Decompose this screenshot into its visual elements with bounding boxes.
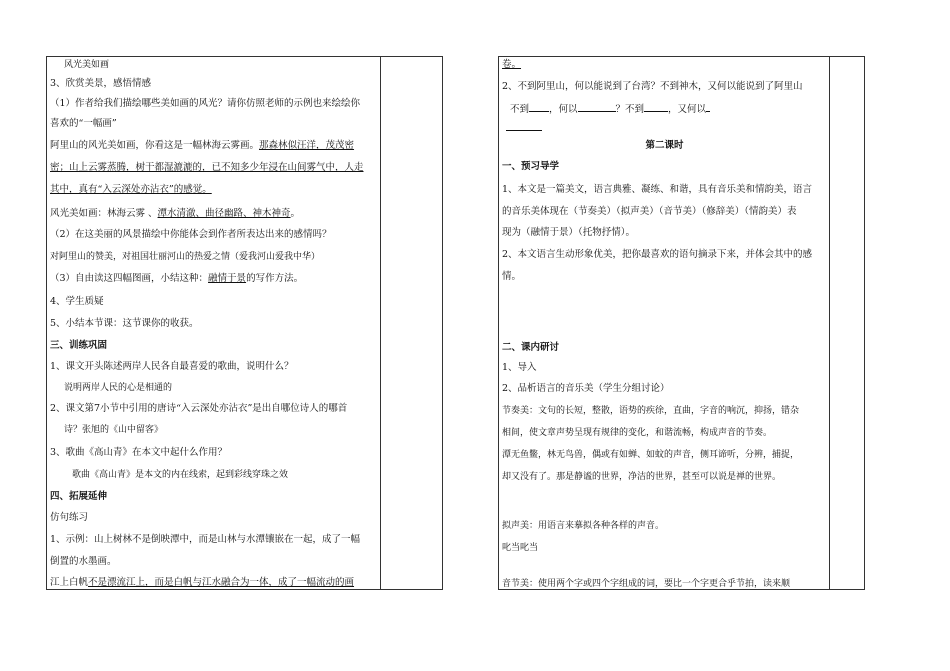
text-line: 却又没有了。那是静谧的世界，净洁的世界，甚至可以说是禅的世界。 <box>502 472 782 482</box>
text-span: 。 <box>290 208 301 219</box>
text-line: 叱当叱当 <box>502 543 539 553</box>
text-line: 风光美如画 <box>64 60 110 70</box>
underlined-line: 卷。 <box>502 59 522 70</box>
section-heading: 四、拓展延伸 <box>50 491 108 502</box>
left-page-table <box>46 56 443 590</box>
text-line: 2、品析语言的音乐美（学生分组讨论） <box>502 383 670 394</box>
text-span: 江上白帆 <box>50 577 89 588</box>
text-line <box>50 208 300 220</box>
text-line: 倒置的水墨画。 <box>50 556 117 567</box>
text-span: 阿里山的风光美如画，你看这是一幅林海云雾画。 <box>50 140 260 151</box>
text-line: 节奏美：文句的长短，整散，语势的疾徐，直曲，字音的响沉，抑扬，错杂 <box>502 406 800 416</box>
text-line <box>50 273 303 285</box>
text-line: 2、课文第7小节中引用的唐诗“入云深处亦沾衣”是出自哪位诗人的哪首 <box>50 403 348 414</box>
text-line: 潭无鱼鳖，林无鸟兽，偶或有如蝉、如蚊的声音，侧耳谛听，分辨，捕捉， <box>502 450 800 460</box>
text-line <box>50 140 354 152</box>
text-line: 4、学生质疑 <box>50 296 104 307</box>
column-divider <box>380 57 381 589</box>
text-line: 仿句练习 <box>50 512 89 523</box>
answer-line: 歌曲《高山青》是本文的内在线索，起到彩线穿珠之效 <box>72 470 289 480</box>
text-line: 1、导入 <box>502 362 537 373</box>
answer-line: 诗？张旭的《山中留客》 <box>64 425 164 435</box>
text-line: 拟声美：用语言来摹拟各种各样的声音。 <box>502 521 665 531</box>
text-line: 1、本文是一篇美文，语言典雅、凝练、和谐，具有音乐美和情韵美，语言 <box>502 184 813 195</box>
text-line: 1、示例：山上树林不是倒映潭中，而是山林与水潭镶嵌在一起，成了一幅 <box>50 534 361 545</box>
underlined-text: 潭水清澈、曲径幽路、神木神奇 <box>157 208 291 219</box>
text-line: 的音乐美体现在（节奏美）（拟声美）（音节美）（修辞美）（情韵美）表 <box>502 206 797 217</box>
underlined-text: 融情于景 <box>208 273 247 284</box>
fill-in-line <box>510 102 710 116</box>
lesson-title: 第二课时 <box>645 140 684 151</box>
section-heading: 一、预习导学 <box>502 161 560 172</box>
section-heading: 三、训练巩固 <box>50 340 108 351</box>
fill-blank <box>578 102 616 112</box>
text-line: 现为（融情于景）（托物抒情）。 <box>502 227 636 238</box>
underlined-line: 密；山上云雾蒸腾，树干都湿漉漉的，已不知多少年浸在山间雾气中，人走 <box>50 162 364 173</box>
section-heading: 二、课内研讨 <box>502 342 560 353</box>
text-line: 相间，使文章声势呈现有规律的变化，和谐流畅，构成声音的节奏。 <box>502 428 773 438</box>
text-line: 音节美：使用两个字或四个字组成的词，要比一个字更合乎节拍，读来顺 <box>502 579 791 589</box>
underlined-text: 那森林似汪洋，茂茂密 <box>259 140 355 151</box>
text-span: 的写作方法。 <box>246 273 304 284</box>
fill-blank <box>506 130 542 131</box>
fill-blank <box>706 102 710 112</box>
fill-blank <box>644 102 668 112</box>
answer-line: 说明两岸人民的心是相通的 <box>64 383 173 393</box>
text-line: 2、本文语言生动形象优美，把你最喜欢的语句摘录下来，并体会其中的感 <box>502 249 813 260</box>
column-divider <box>829 57 830 589</box>
text-span: 不到 <box>510 104 530 115</box>
text-span: ？不到 <box>615 104 645 115</box>
text-line: 对阿里山的赞美，对祖国壮丽河山的热爱之情（爱我河山爱我中华） <box>50 252 321 262</box>
underlined-line: 其中，真有“入云深处亦沾衣”的感觉。 <box>50 184 212 195</box>
text-line <box>50 577 354 589</box>
text-span: ，又何以 <box>668 104 707 115</box>
text-line: （2）在这美丽的风景描绘中你能体会到作者所表达出来的感情吗？ <box>50 229 332 240</box>
text-span: ，何以 <box>549 104 578 115</box>
text-line: 情。 <box>502 271 522 282</box>
fill-blank <box>529 102 549 112</box>
right-page-table <box>498 56 865 590</box>
text-line: （1）作者给我们描绘哪些美如画的风光？请你仿照老师的示例也来绘绘你 <box>50 98 361 109</box>
text-line: 2、不到阿里山，何以能说到了台湾？不到神木，又何以能说到了阿里山 <box>502 81 803 92</box>
text-line: 3、欣赏美景，感悟情感 <box>50 78 152 89</box>
text-line: 5、小结本节课：这节课你的收获。 <box>50 318 199 329</box>
underlined-text: 不是漂流江上，而是白帆与江水融合为一体，成了一幅流动的画 <box>88 577 355 588</box>
text-line: 喜欢的“一幅画” <box>50 118 117 129</box>
text-span: 风光美如画：林海云雾 、 <box>50 208 158 219</box>
text-line: 3、歌曲《高山青》在本文中起什么作用？ <box>50 447 228 458</box>
text-line: 1、课文开头陈述两岸人民各自最喜爱的歌曲，说明什么？ <box>50 361 294 372</box>
text-span: （3）自由读这四幅图画，小结这种： <box>50 273 209 284</box>
